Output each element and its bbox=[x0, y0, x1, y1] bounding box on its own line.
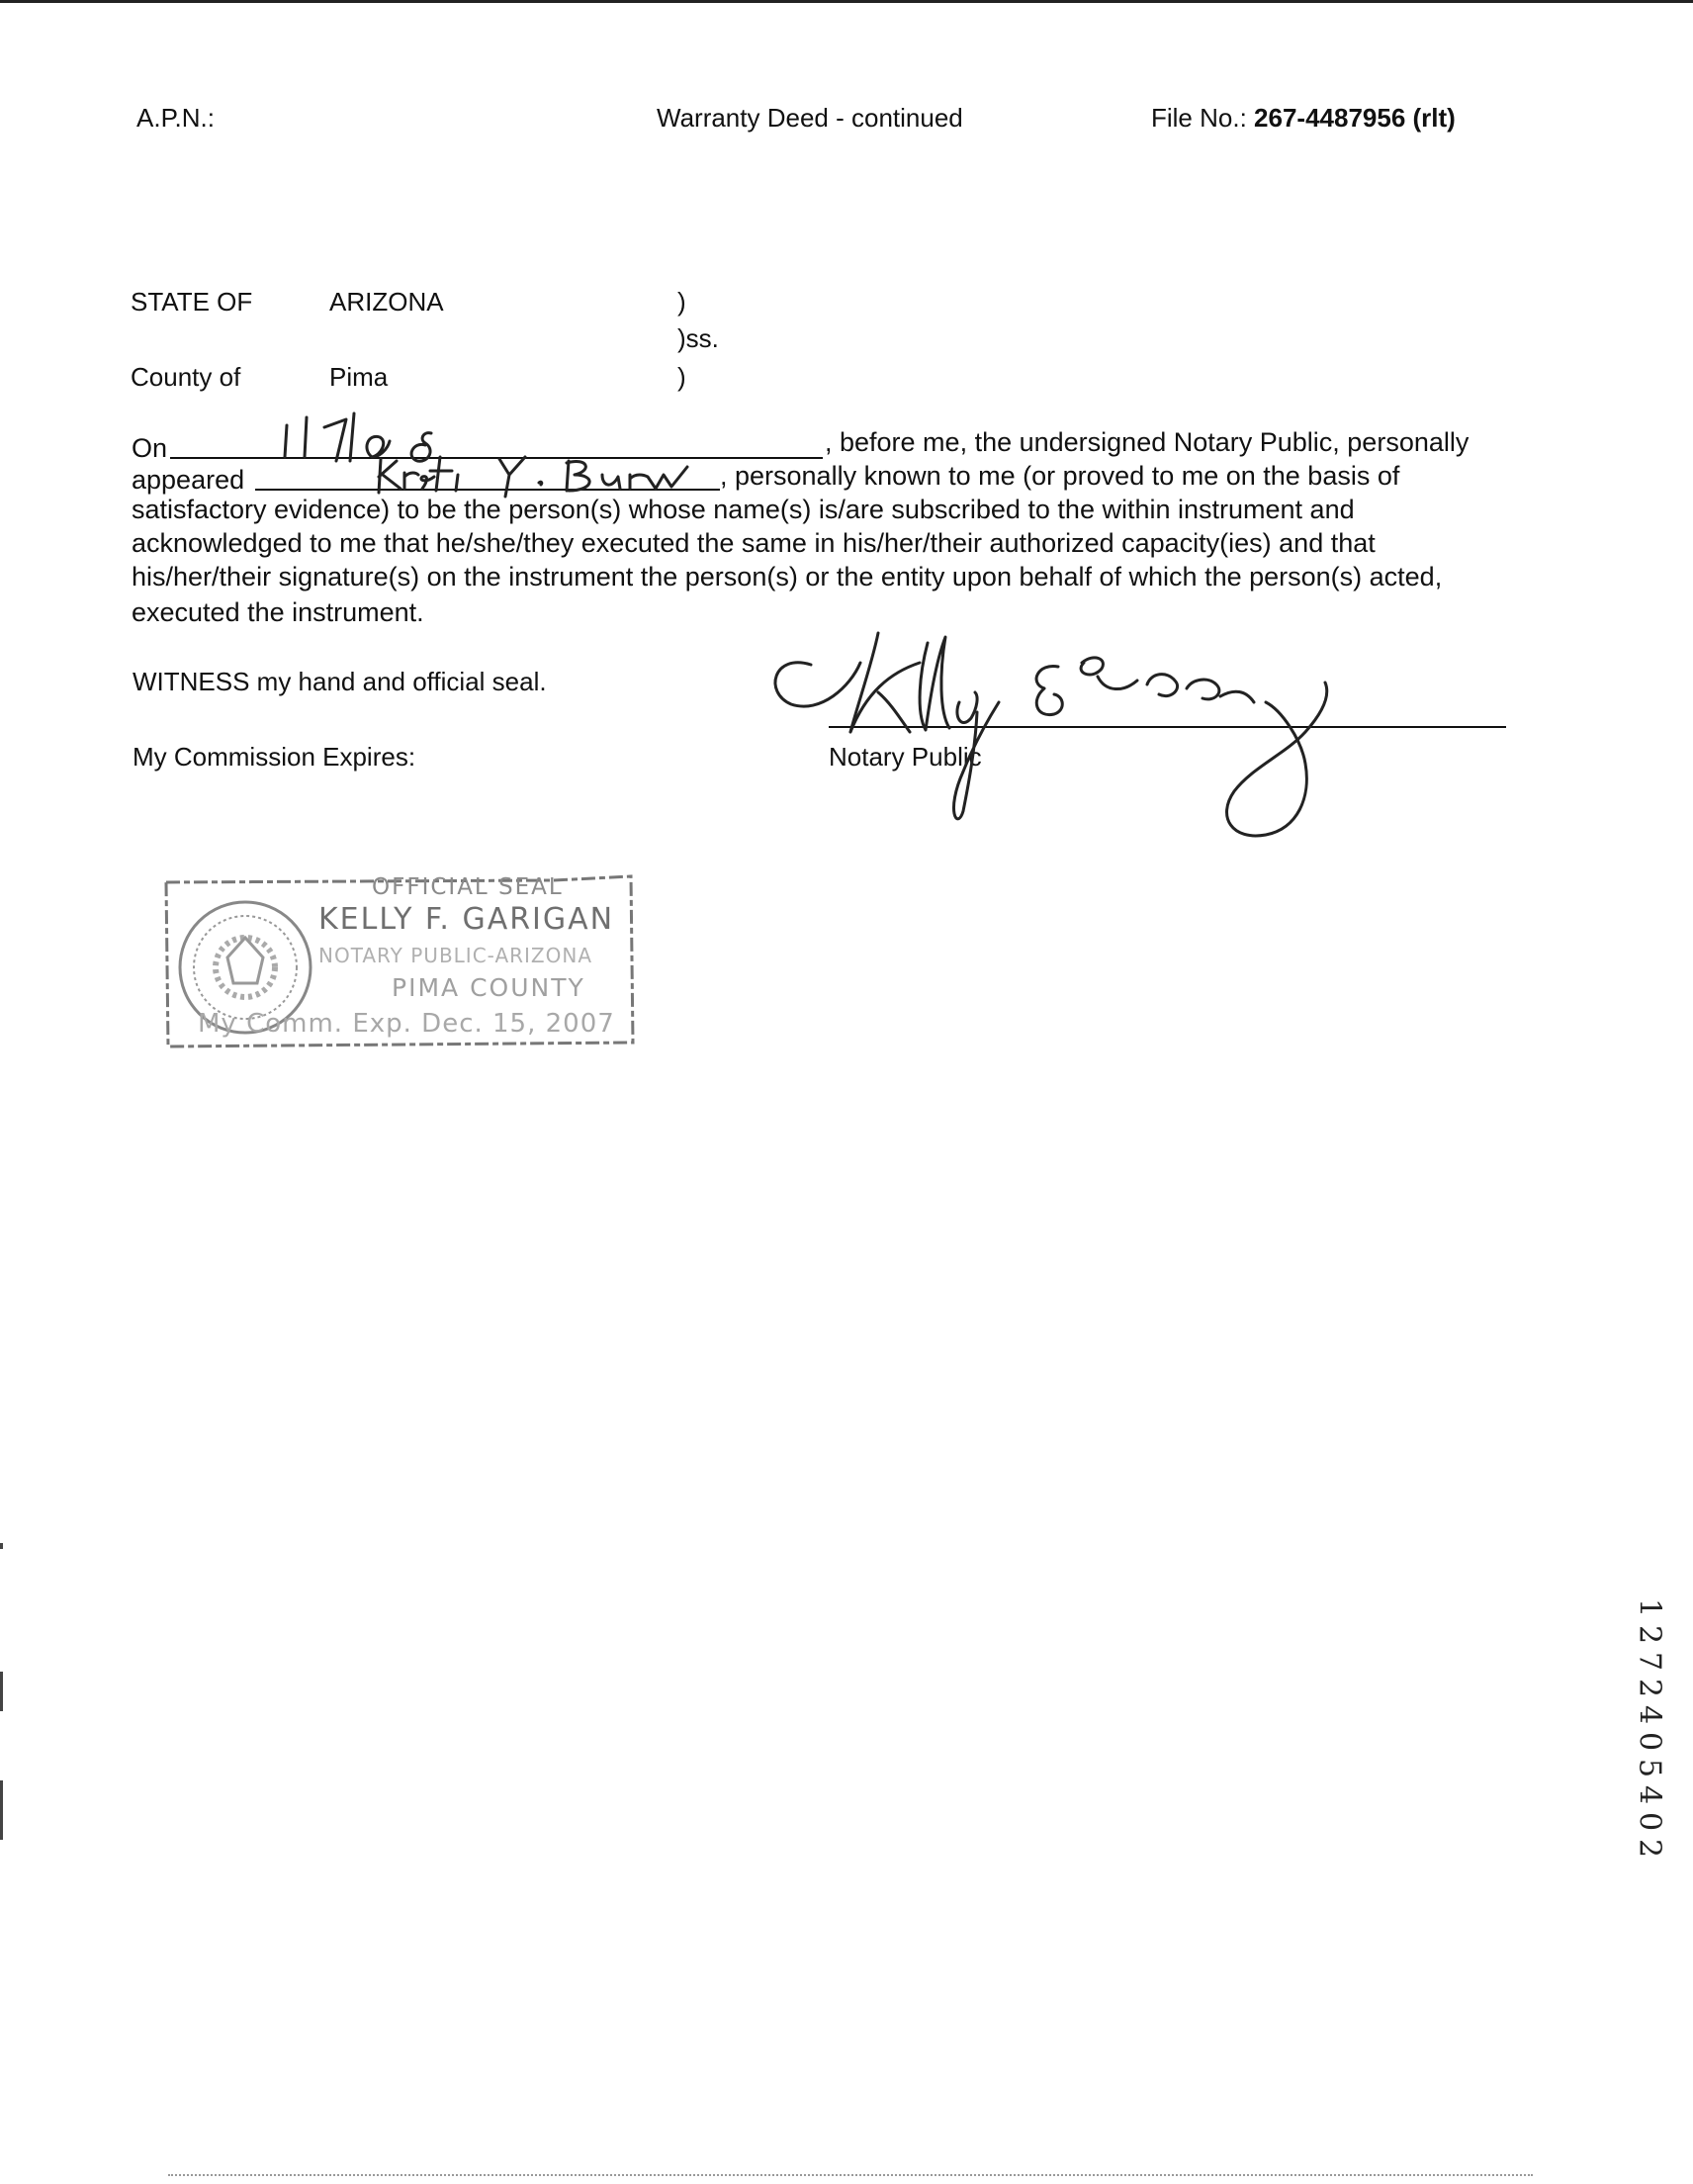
file-number: 267-4487956 (rlt) bbox=[1254, 103, 1456, 133]
document-title: Warranty Deed - continued bbox=[657, 103, 963, 133]
venue-ss: )ss. bbox=[677, 323, 719, 353]
commission-expires-label: My Commission Expires: bbox=[133, 742, 416, 772]
apn-label: A.P.N.: bbox=[136, 103, 216, 133]
stamp-digit: 1 bbox=[1632, 1597, 1667, 1618]
stamp-digit: 5 bbox=[1632, 1758, 1667, 1778]
file-label: File No.: bbox=[1151, 103, 1247, 133]
seal-commission-line: My Comm. Exp. Dec. 15, 2007 bbox=[198, 1009, 615, 1039]
ack-line2-rest: , personally known to me (or proved to me on the basis of bbox=[720, 461, 1400, 491]
state-value: ARIZONA bbox=[329, 287, 444, 317]
witness-text: WITNESS my hand and official seal. bbox=[133, 667, 547, 696]
official-seal-stamp bbox=[158, 868, 638, 1054]
scan-edge-mark bbox=[0, 1543, 3, 1549]
seal-county-line: PIMA COUNTY bbox=[392, 973, 585, 1002]
ack-on-label: On bbox=[132, 433, 168, 463]
seal-title: OFFICIAL SEAL bbox=[372, 874, 564, 900]
stamp-digit: 2 bbox=[1632, 1678, 1667, 1698]
notary-signature bbox=[752, 623, 1444, 861]
scan-edge-mark bbox=[0, 1672, 3, 1711]
file-number-row bbox=[1151, 103, 1456, 134]
county-value: Pima bbox=[329, 362, 389, 392]
seal-state-line: NOTARY PUBLIC-ARIZONA bbox=[318, 944, 593, 967]
stamp-digit: 2 bbox=[1632, 1838, 1667, 1859]
seal-notary-name: KELLY F. GARIGAN bbox=[318, 902, 615, 937]
stamp-digit: 0 bbox=[1632, 1731, 1667, 1752]
notary-public-label: Notary Public bbox=[829, 742, 982, 772]
state-label: STATE OF bbox=[131, 287, 253, 317]
stamp-digit: 0 bbox=[1632, 1811, 1667, 1832]
stamp-digit: 4 bbox=[1632, 1784, 1667, 1805]
ack-appeared-label: appeared bbox=[132, 465, 245, 495]
ack-line3: satisfactory evidence) to be the person(s) whose name(s) is/are subscribed to the within instrument and bbox=[132, 495, 1355, 524]
handwritten-name bbox=[371, 453, 727, 499]
stamp-digit: 2 bbox=[1632, 1624, 1667, 1645]
top-border-rule bbox=[0, 0, 1693, 3]
bottom-scan-artifact bbox=[168, 2174, 1533, 2178]
county-label: County of bbox=[131, 362, 241, 392]
ack-line1-rest: , before me, the undersigned Notary Public, personally bbox=[825, 427, 1470, 457]
venue-paren-open: ) bbox=[677, 287, 686, 317]
stamp-digit: 4 bbox=[1632, 1704, 1667, 1725]
scan-edge-mark bbox=[0, 1780, 3, 1840]
recording-number-stamp bbox=[1630, 1594, 1669, 1862]
venue-paren-close: ) bbox=[677, 362, 686, 392]
ack-line4: acknowledged to me that he/she/they executed the same in his/her/their authorized capacity(ies) and that bbox=[132, 528, 1376, 558]
stamp-digit: 7 bbox=[1632, 1651, 1667, 1672]
ack-line5: his/her/their signature(s) on the instrument the person(s) or the entity upon behalf of which the person(s) acted, bbox=[132, 562, 1443, 592]
ack-line6: executed the instrument. bbox=[132, 597, 424, 627]
